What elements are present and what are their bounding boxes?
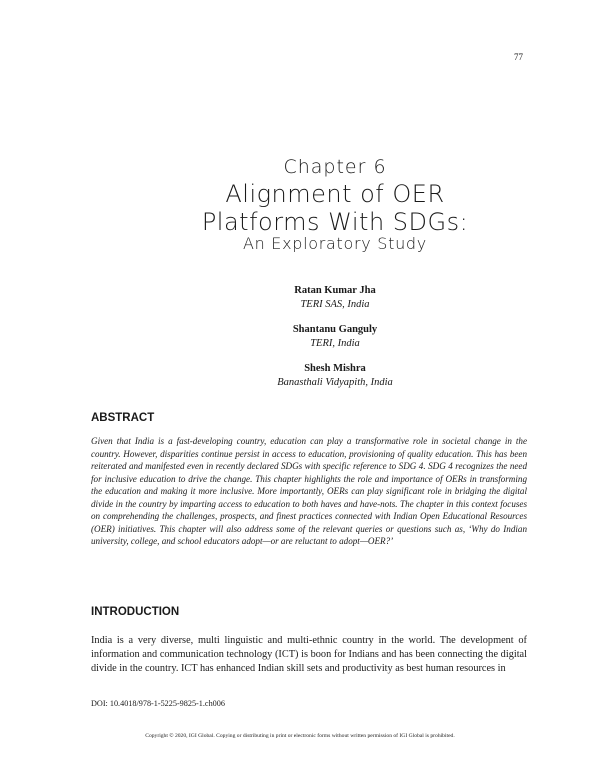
author-block — [0, 284, 600, 312]
author-name: Ratan Kumar Jha — [294, 285, 376, 296]
chapter-subtitle: An Exploratory Study — [243, 234, 427, 253]
chapter-label: Chapter 6 — [283, 156, 387, 178]
doi: DOI: 10.4018/978-1-5225-9825-1.ch006 — [91, 699, 225, 708]
author-affiliation: TERI, India — [310, 338, 360, 349]
introduction-heading: INTRODUCTION — [91, 606, 180, 618]
author-block — [0, 323, 600, 351]
author-affiliation: TERI SAS, India — [300, 299, 370, 310]
author-affiliation: Banasthali Vidyapith, India — [277, 377, 393, 388]
title-line-1: Alignment of OER — [225, 180, 445, 208]
author-block — [0, 362, 600, 390]
introduction-text: India is a very diverse, multi linguistic and multi-ethnic country in the world. The development of information and communication technology (ICT) is boon for Indians and has been connecting the digital divide in the country. ICT has enhanced Indian skill sets and productivity as best human resources in — [91, 635, 527, 674]
author-name: Shantanu Ganguly — [292, 324, 378, 335]
title-line-2: Platforms With SDGs: — [201, 208, 469, 236]
page-number: 77 — [514, 52, 523, 62]
chapter-title — [0, 180, 600, 236]
abstract-heading: ABSTRACT — [91, 412, 155, 424]
abstract-text: Given that India is a fast-developing country, education can play a transformative role in societal change in the country. However, disparities continue persist in access to education, provisioning of quality education. This has been reiterated and manifested even in recently declared SDGs with specific reference to SDG 4. SDG 4 recognizes the need for inclusive education to drive the change. This chapter highlights the role and importance of OERs in transforming the education and making it more inclusive. More importantly, OERs can play significant role in bridging the digital divide in the country by imparting access to education to both haves and have-nots. The chapter in this context focuses on comprehending the challenges, prospects, and finest practices connected with Indian Open Educational Resources (OER) initiatives. This chapter will also address some of the relevant queries or questions such as, ‘Why do Indian university, college, and school educators adopt—or are reluctant to adopt—OER?’ — [91, 436, 527, 547]
copyright-notice: Copyright © 2020, IGI Global. Copying or distributing in print or electronic forms without written permission of IGI Global is prohibited. — [145, 733, 455, 739]
author-name: Shesh Mishra — [304, 363, 366, 374]
